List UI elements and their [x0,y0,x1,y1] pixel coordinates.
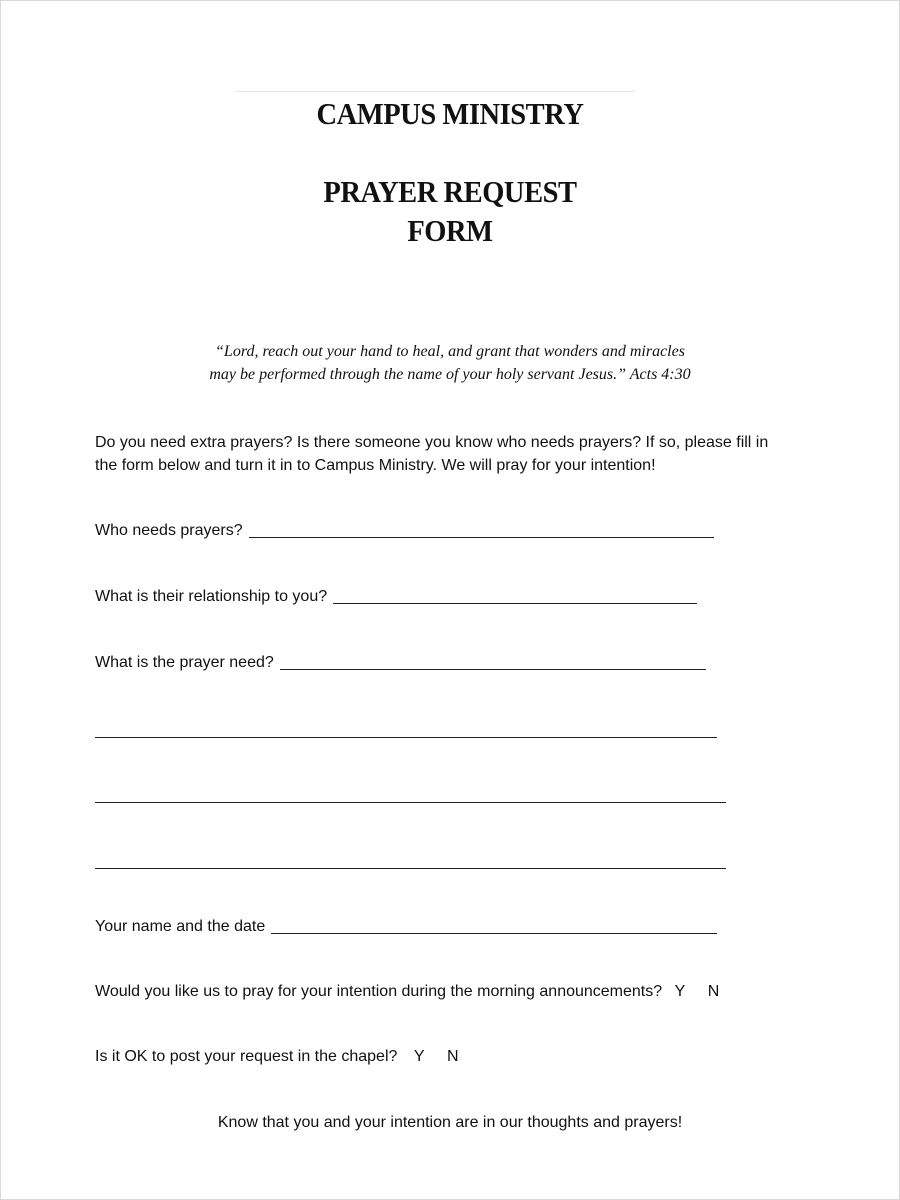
prayer-need-label: What is the prayer need? [95,654,274,671]
intro-line1: Do you need extra prayers? Is there someone you know who needs prayers? If so, please fill in [95,434,769,451]
announcements-no-option[interactable]: N [707,983,720,1000]
prayer-need-extra-line-3[interactable] [95,868,726,869]
who-needs-prayers-field[interactable] [95,519,714,541]
chapel-no-option[interactable]: N [446,1048,459,1065]
chapel-question-text: Is it OK to post your request in the chapel? [95,1048,398,1065]
name-date-line[interactable] [271,933,717,934]
relationship-line[interactable] [333,603,697,604]
announcements-question-text: Would you like us to pray for your intention during the morning announcements? [95,983,663,1000]
closing-message: Know that you and your intention are in our thoughts and prayers! [217,1114,683,1131]
name-date-field[interactable] [95,915,717,937]
scripture-quote-line2: may be performed through the name of your holy servant Jesus.” Acts 4:30 [209,366,691,383]
form-title-line1: PRAYER REQUEST [323,174,577,209]
chapel-question [95,1046,461,1068]
chapel-yes-option[interactable]: Y [413,1048,425,1065]
prayer-need-extra-line-1[interactable] [95,737,717,738]
who-needs-prayers-line[interactable] [249,537,714,538]
prayer-need-line[interactable] [280,669,706,670]
name-date-label: Your name and the date [95,918,266,935]
prayer-need-field[interactable] [95,651,706,673]
announcements-question [95,981,721,1003]
prayer-need-extra-line-2[interactable] [95,802,726,803]
intro-line2: the form below and turn it in to Campus Ministry. We will pray for your intention! [95,457,656,474]
who-needs-prayers-label: Who needs prayers? [95,522,243,539]
scripture-quote-line1: “Lord, reach out your hand to heal, and grant that wonders and miracles [215,343,685,360]
top-rule [235,91,635,92]
announcements-yes-option[interactable]: Y [674,983,686,1000]
relationship-label: What is their relationship to you? [95,588,328,605]
relationship-field[interactable] [95,585,697,607]
form-title-line2: FORM [407,213,493,248]
org-heading: CAMPUS MINISTRY [316,96,584,131]
